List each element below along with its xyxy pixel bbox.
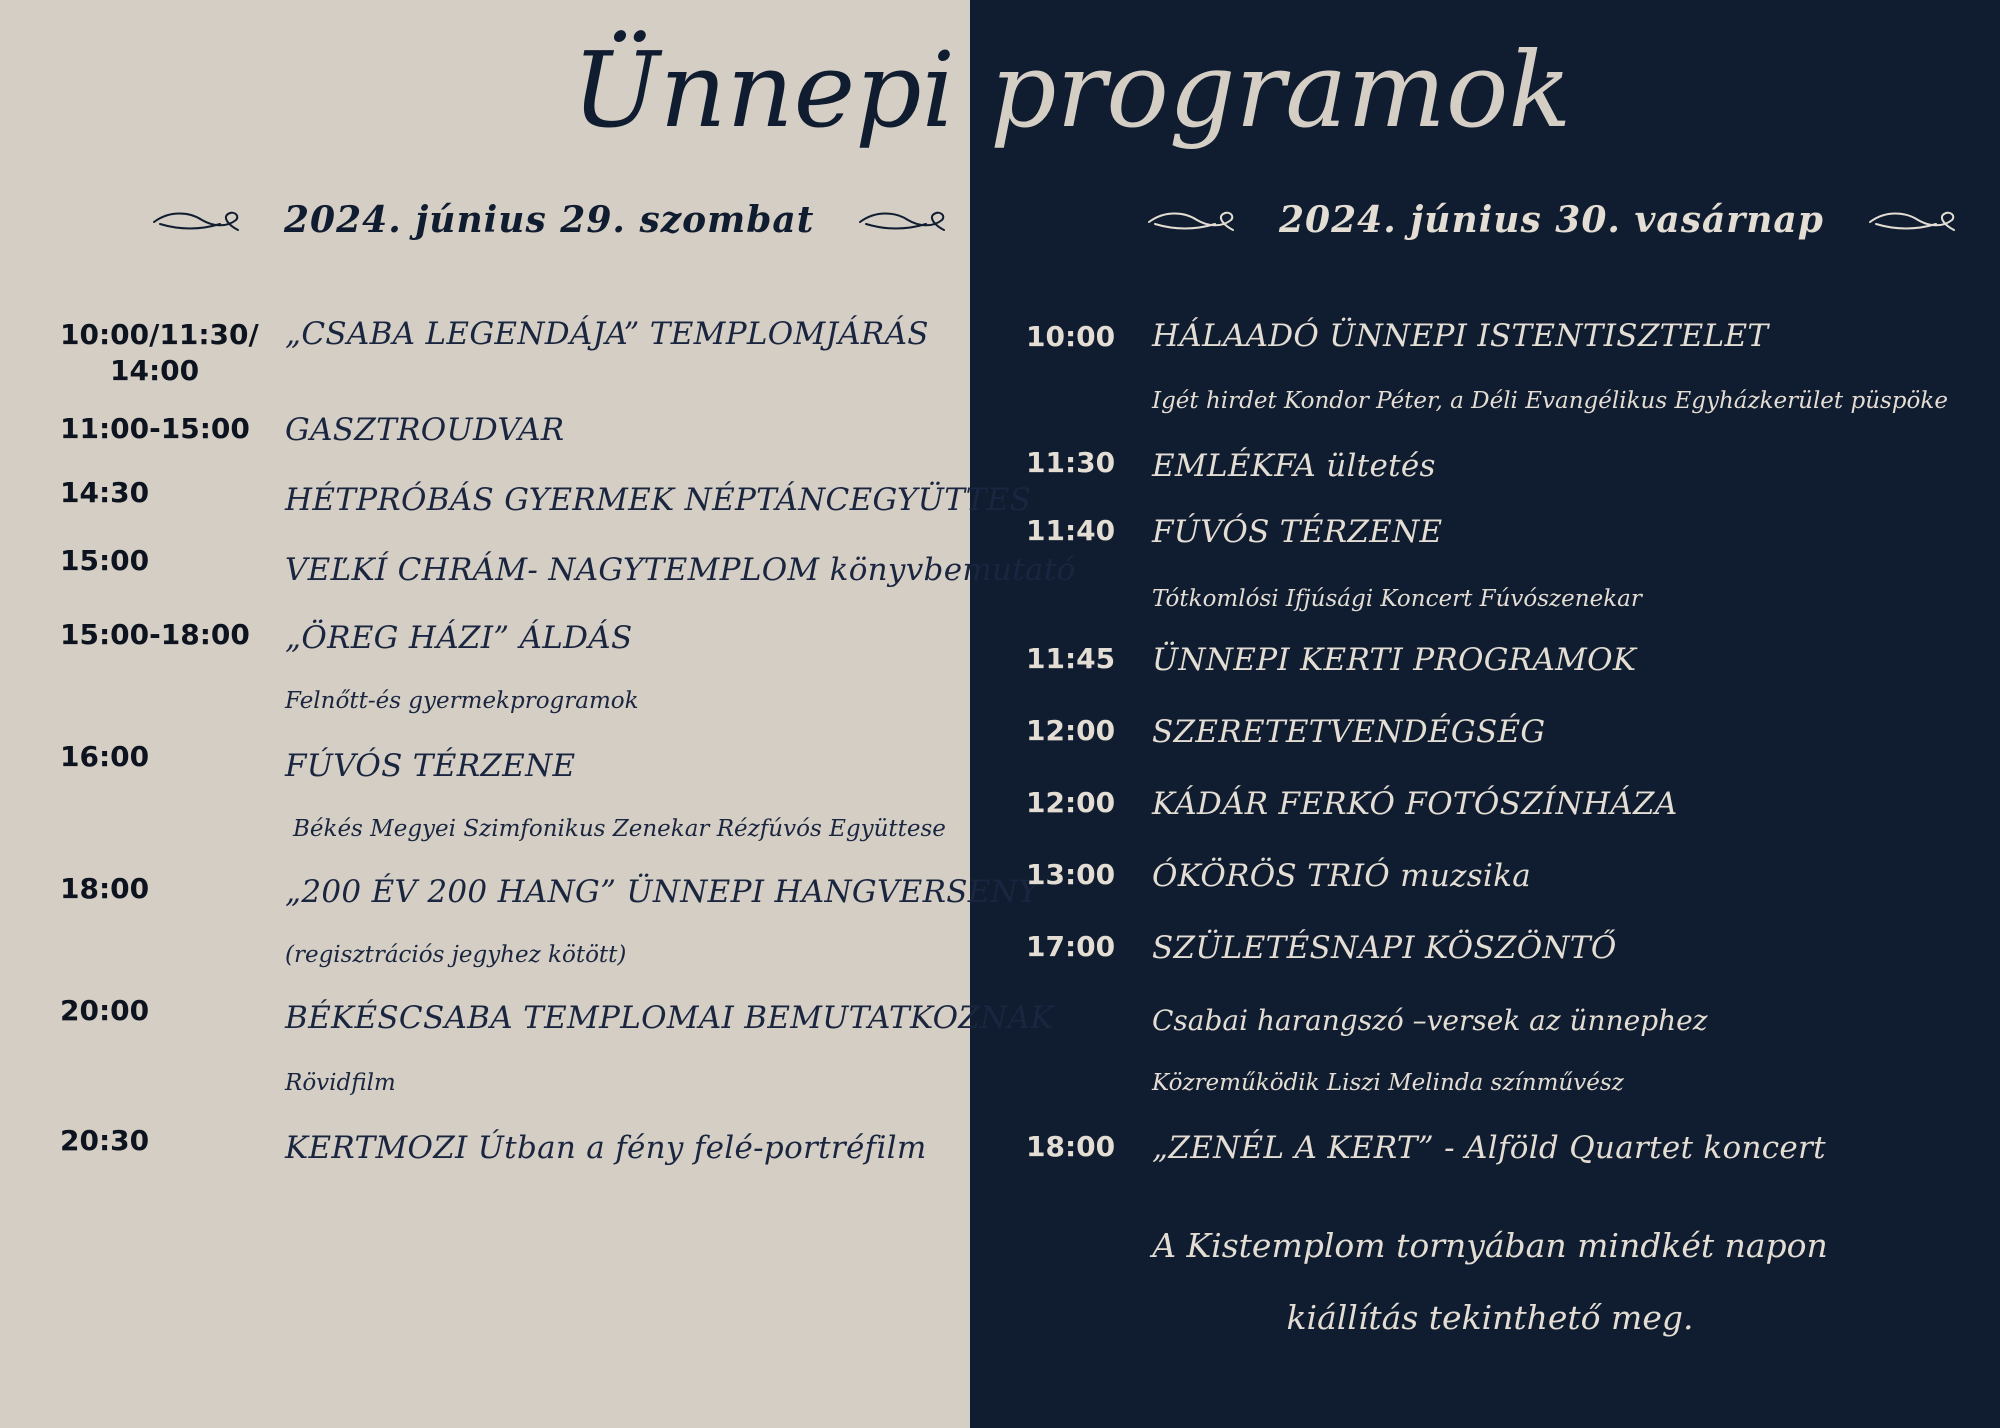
- schedule-time: 20:00: [60, 994, 150, 1027]
- schedule-time: 11:30: [1026, 446, 1116, 479]
- schedule-title: FÚVÓS TÉRZENE: [1152, 514, 1443, 550]
- saturday-date: 2024. június 29. szombat: [284, 199, 815, 241]
- schedule-time: 11:00-15:00: [60, 412, 250, 445]
- schedule-time: 13:00: [1026, 858, 1116, 891]
- schedule-time: 18:00: [60, 872, 150, 905]
- flourish-left-icon: [1145, 200, 1237, 240]
- schedule-subtitle: Békés Megyei Szimfonikus Zenekar Rézfúvós Együttese: [293, 816, 946, 842]
- title-part-2: programok: [990, 29, 1572, 151]
- schedule-title: ÜNNEPI KERTI PROGRAMOK: [1152, 642, 1637, 678]
- schedule-title: ÓKÖRÖS TRIÓ muzsika: [1152, 858, 1532, 894]
- schedule-subtitle: Csabai harangszó –versek az ünnephez: [1152, 1004, 1708, 1037]
- schedule-time: 15:00: [60, 544, 150, 577]
- schedule-subtitle: Tótkomlósi Ifjúsági Koncert Fúvószenekar: [1152, 586, 1642, 612]
- schedule-title: HÁLAADÓ ÜNNEPI ISTENTISZTELET: [1152, 318, 1769, 354]
- schedule-title: KERTMOZI Útban a fény felé-portréfilm: [285, 1130, 927, 1166]
- schedule-subtitle: Rövidfilm: [285, 1070, 396, 1096]
- schedule-time: 11:45: [1026, 642, 1116, 675]
- schedule-title: „200 ÉV 200 HANG” ÜNNEPI HANGVERSENY: [285, 874, 1039, 910]
- flourish-right-icon: [1866, 200, 1958, 240]
- schedule-time: 14:00: [110, 354, 200, 387]
- schedule-title: KÁDÁR FERKÓ FOTÓSZÍNHÁZA: [1152, 786, 1678, 822]
- schedule-time: 15:00-18:00: [60, 618, 250, 651]
- schedule-time: 20:30: [60, 1124, 150, 1157]
- exhibition-note-line-1: A Kistemplom tornyában mindkét napon: [1152, 1226, 1828, 1265]
- schedule-time: 14:30: [60, 476, 150, 509]
- schedule-time: 10:00/11:30/: [60, 318, 259, 351]
- schedule-title: EMLÉKFA ültetés: [1152, 448, 1436, 484]
- sunday-date-header: [1145, 190, 1958, 250]
- schedule-title: „CSABA LEGENDÁJA” TEMPLOMJÁRÁS: [285, 316, 929, 352]
- schedule-title: „ZENÉL A KERT” - Alföld Quartet koncert: [1152, 1130, 1826, 1166]
- schedule-title: SZÜLETÉSNAPI KÖSZÖNTŐ: [1152, 930, 1617, 966]
- schedule-time: 17:00: [1026, 930, 1116, 963]
- schedule-title: HÉTPRÓBÁS GYERMEK NÉPTÁNCEGYÜTTES: [285, 482, 1032, 518]
- schedule-subtitle: (regisztrációs jegyhez kötött): [285, 942, 627, 968]
- flourish-left-icon: [150, 200, 242, 240]
- schedule-title: BÉKÉSCSABA TEMPLOMAI BEMUTATKOZNAK: [285, 1000, 1054, 1036]
- saturday-date-header: [150, 190, 948, 250]
- flourish-right-icon: [856, 200, 948, 240]
- schedule-title: GASZTROUDVAR: [285, 412, 565, 448]
- schedule-time: 11:40: [1026, 514, 1116, 547]
- schedule-title: SZERETETVENDÉGSÉG: [1152, 714, 1546, 750]
- schedule-time: 12:00: [1026, 714, 1116, 747]
- schedule-time: 10:00: [1026, 320, 1116, 353]
- schedule-time: 18:00: [1026, 1130, 1116, 1163]
- schedule-time: 12:00: [1026, 786, 1116, 819]
- schedule-subtitle: Igét hirdet Kondor Péter, a Déli Evangélikus Egyházkerület püspöke: [1152, 388, 1948, 414]
- schedule-time: 16:00: [60, 740, 150, 773]
- schedule-title: „ÖREG HÁZI” ÁLDÁS: [285, 620, 633, 656]
- schedule-title: VEĽKÍ CHRÁM- NAGYTEMPLOM könyvbemutató: [285, 552, 1076, 588]
- schedule-subtitle-2: Közreműködik Liszi Melinda színművész: [1152, 1070, 1624, 1096]
- title-part-1: Ünnepi: [572, 29, 955, 151]
- schedule-subtitle: Felnőtt-és gyermekprogramok: [285, 688, 639, 714]
- exhibition-note-line-2: kiállítás tekinthető meg.: [1286, 1298, 1694, 1337]
- sunday-date: 2024. június 30. vasárnap: [1279, 199, 1824, 241]
- schedule-title: FÚVÓS TÉRZENE: [285, 748, 576, 784]
